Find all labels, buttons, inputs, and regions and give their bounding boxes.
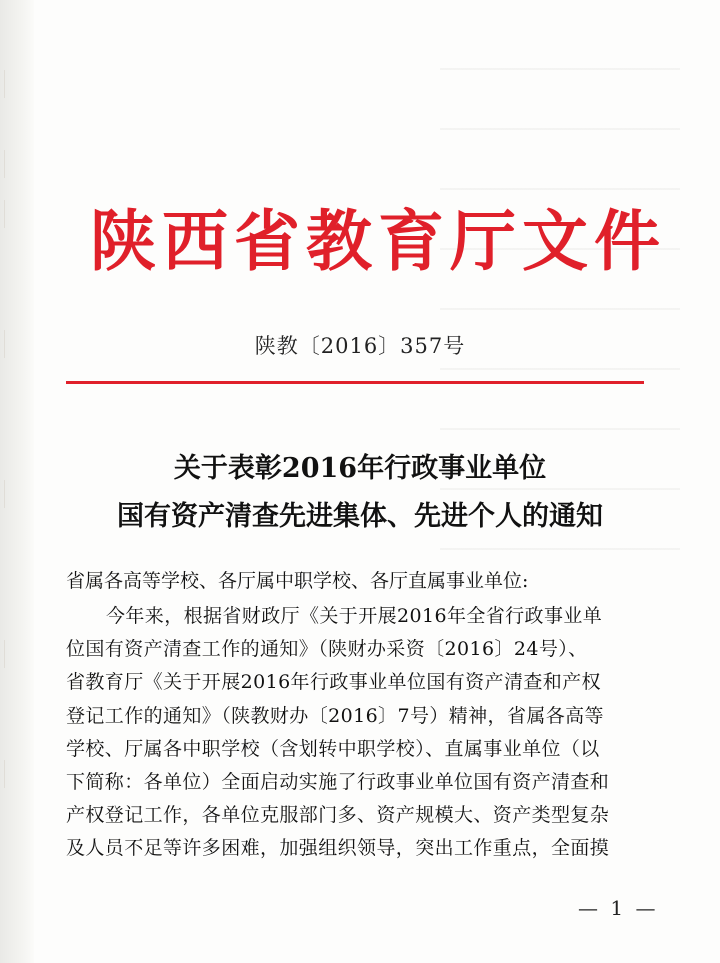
body-line: 下简称：各单位）全面启动实施了行政事业单位国有资产清查和 xyxy=(66,770,610,793)
scan-mark xyxy=(4,200,29,228)
scan-mark xyxy=(4,150,29,178)
page-number: — 1 — xyxy=(578,896,659,920)
body-line: 登记工作的通知》（陕教财办〔2016〕7号）精神，省属各高等 xyxy=(66,704,604,727)
scan-mark xyxy=(4,760,29,788)
notice-title-line1: 关于表彰2016年行政事业单位 xyxy=(173,453,547,484)
body-line: 产权登记工作，各单位克服部门多、资产规模大、资产类型复杂 xyxy=(66,804,610,827)
body-line: 省教育厅《关于开展2016年行政事业单位国有资产清查和产权 xyxy=(66,671,601,694)
red-divider-line xyxy=(66,381,644,384)
scan-mark xyxy=(4,70,29,98)
body-text xyxy=(66,600,656,866)
body-line: 及人员不足等许多困难，加强组织领导，突出工作重点，全面摸 xyxy=(66,837,610,860)
scan-mark xyxy=(4,640,29,668)
body-line: 今年来，根据省财政厅《关于开展2016年全省行政事业单 xyxy=(106,605,603,627)
body-line: 位国有资产清查工作的通知》（陕财办采资〔2016〕24号）、 xyxy=(66,638,588,661)
notice-title-line2: 国有资产清查先进集体、先进个人的通知 xyxy=(117,501,603,532)
letterhead-title: 陕西省教育厅文件 xyxy=(90,202,666,280)
document-number: 陕教〔2016〕357号 xyxy=(254,334,466,358)
addressee: 省属各高等学校、各厅属中职学校、各厅直属事业单位: xyxy=(66,570,529,592)
body-line: 学校、厅属各中职学校（含划转中职学校）、直属事业单位（以 xyxy=(66,737,600,760)
